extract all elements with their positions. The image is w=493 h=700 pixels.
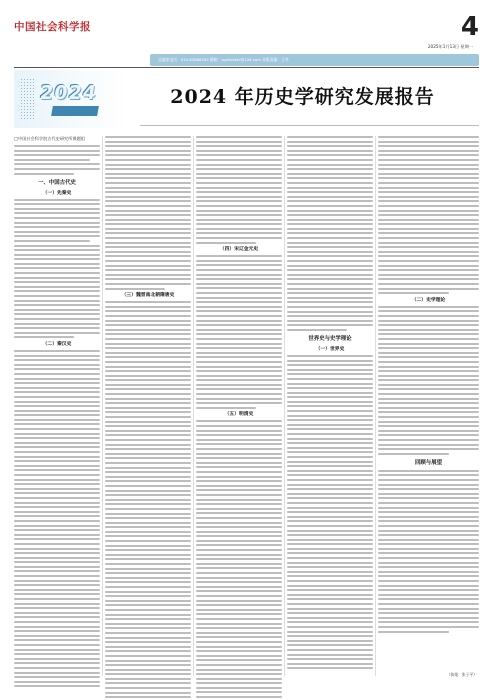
body-text-block xyxy=(287,136,373,331)
decorative-2024-graphic xyxy=(14,70,126,128)
issue-date: 2025年1月13日 星期一 xyxy=(427,44,473,49)
body-text-block xyxy=(196,136,282,244)
subsection-heading: （二）秦汉史 xyxy=(42,341,72,347)
text-column-5 xyxy=(378,136,479,635)
body-text-block xyxy=(14,145,100,175)
article-byline: □中国社会科学院古代史研究所课题组 xyxy=(14,136,85,141)
column-divider xyxy=(375,136,376,676)
column-divider xyxy=(193,136,194,676)
section-heading: 一、中国古代史 xyxy=(38,179,76,186)
text-column-3 xyxy=(196,136,282,700)
info-strip xyxy=(150,54,479,66)
subsection-heading: （一）先秦史 xyxy=(42,190,72,196)
subsection-heading: （四）宋辽金元史 xyxy=(219,247,259,253)
page-number: 4 xyxy=(460,12,479,42)
headline-rule xyxy=(140,125,479,126)
body-text-block xyxy=(14,199,100,339)
art-year-text: 2024 xyxy=(38,82,99,104)
body-text-block xyxy=(378,306,479,455)
column-divider xyxy=(284,136,285,676)
body-text-block xyxy=(196,255,282,409)
text-column-2 xyxy=(105,136,191,700)
newspaper-logo: 中国社会科学报 xyxy=(14,21,91,33)
body-text-block xyxy=(14,350,100,687)
subsection-heading: （五）明清史 xyxy=(224,412,254,418)
art-banner-shape xyxy=(51,106,99,116)
article-author: （执笔：张子平） xyxy=(446,672,477,677)
body-text-block xyxy=(287,355,373,669)
text-column-1 xyxy=(14,136,100,690)
body-text-block xyxy=(105,301,191,698)
subsection-heading: （二）史学理论 xyxy=(411,297,446,303)
body-text-block xyxy=(105,136,191,290)
section-heading: 回顾与展望 xyxy=(415,459,442,466)
section-heading: 世界史与史学理论 xyxy=(308,335,352,342)
body-text-block xyxy=(378,470,479,633)
column-divider xyxy=(102,136,103,676)
text-column-4 xyxy=(287,136,373,672)
body-text-block xyxy=(378,136,479,294)
dot-pattern xyxy=(20,78,34,120)
article-headline: 2024 年历史学研究发展报告 xyxy=(170,86,435,108)
subsection-heading: （一）世界史 xyxy=(315,346,345,352)
masthead xyxy=(0,0,493,62)
info-strip-text: 总编室电话：010-85886543 邮箱：zgshkxbtc@126.com 本版责编：王冬 xyxy=(158,57,289,62)
masthead-rule xyxy=(14,67,479,68)
body-text-block xyxy=(196,420,282,700)
subsection-heading: （三）魏晋南北朝隋唐史 xyxy=(121,293,175,299)
